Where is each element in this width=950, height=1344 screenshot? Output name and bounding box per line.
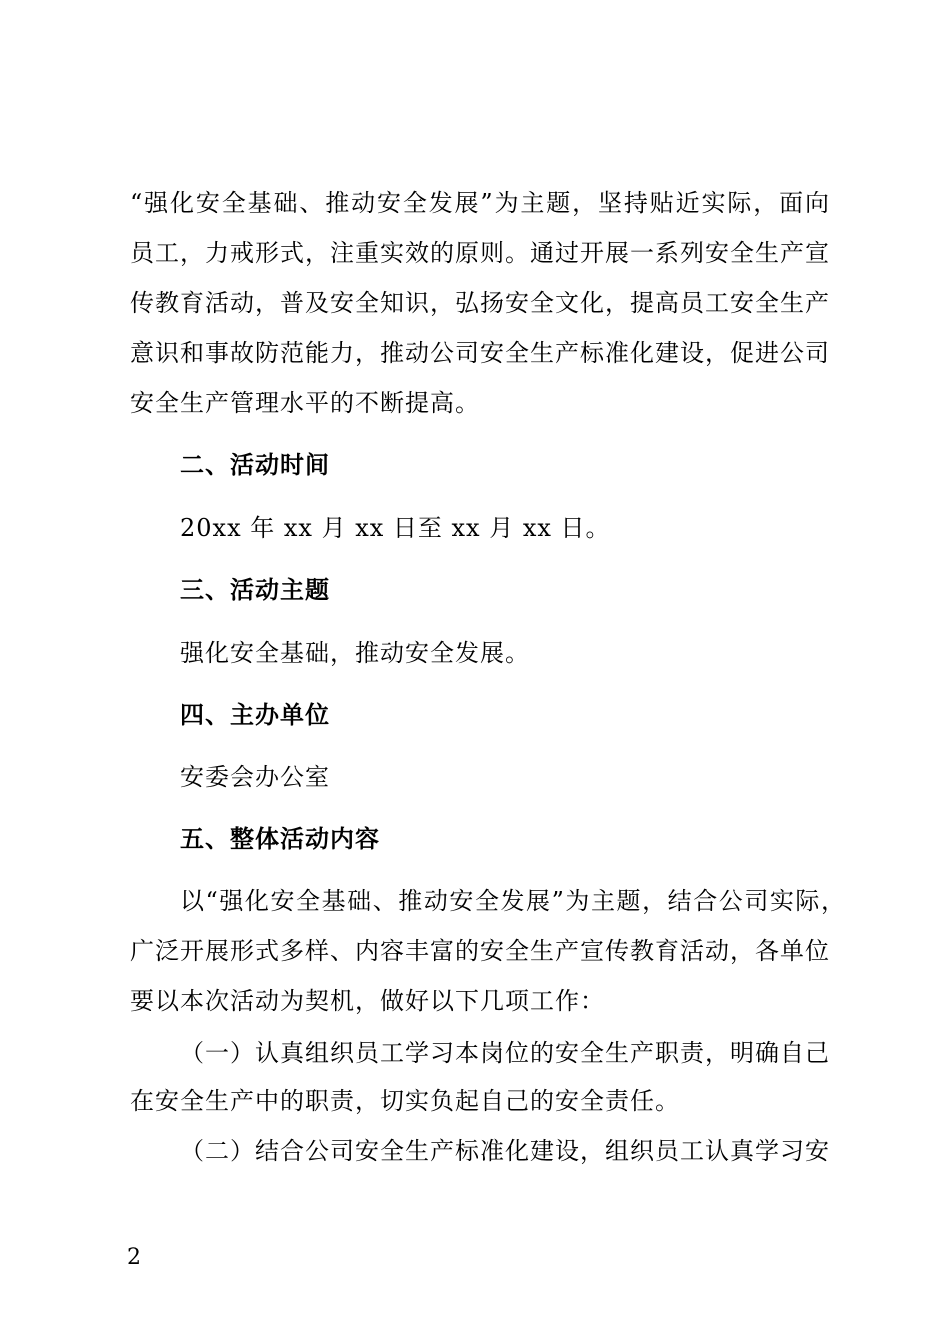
item-2-line-1: （二）结合公司安全生产标准化建设，组织员工认真学习安 [180, 1137, 830, 1165]
section-text-organizer: 安委会办公室 [180, 763, 330, 791]
intro-line-4: 意识和事故防范能力，推动公司安全生产标准化建设，促进公司 [130, 339, 830, 367]
section-text-theme: 强化安全基础，推动安全发展。 [180, 639, 530, 667]
section-heading-content: 五、整体活动内容 [180, 825, 380, 853]
section-heading-time: 二、活动时间 [180, 451, 330, 479]
section-heading-theme: 三、活动主题 [180, 576, 330, 604]
item-1-line-2: 在安全生产中的职责，切实负起自己的安全责任。 [130, 1087, 680, 1115]
section-text-time: 20xx 年 xx 月 xx 日至 xx 月 xx 日。 [180, 514, 611, 542]
content-para-line-3: 要以本次活动为契机，做好以下几项工作： [130, 987, 605, 1015]
intro-line-1: “强化安全基础、推动安全发展”为主题，坚持贴近实际，面向 [130, 189, 830, 217]
content-para-line-2: 广泛开展形式多样、内容丰富的安全生产宣传教育活动，各单位 [130, 937, 830, 965]
item-1-line-1: （一）认真组织员工学习本岗位的安全生产职责，明确自己 [180, 1039, 830, 1067]
intro-line-3: 传教育活动，普及安全知识，弘扬安全文化，提高员工安全生产 [130, 289, 830, 317]
intro-line-2: 员工，力戒形式，注重实效的原则。通过开展一系列安全生产宣 [130, 239, 830, 267]
intro-line-5: 安全生产管理水平的不断提高。 [130, 389, 480, 417]
page-number: 2 [127, 1245, 141, 1270]
section-heading-organizer: 四、主办单位 [180, 701, 330, 729]
content-para-line-1: 以“强化安全基础、推动安全发展”为主题，结合公司实际， [180, 887, 846, 915]
